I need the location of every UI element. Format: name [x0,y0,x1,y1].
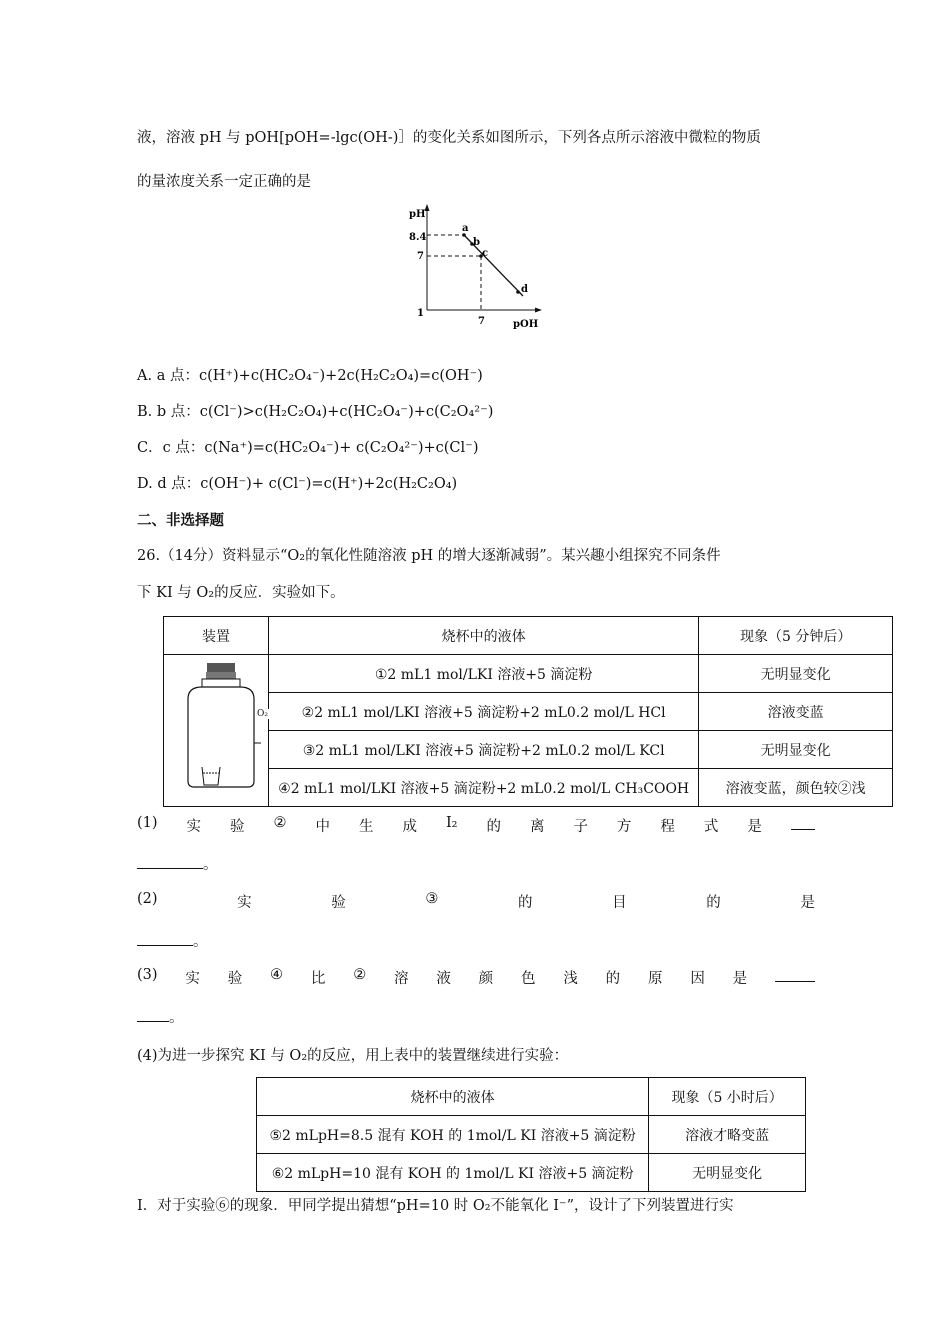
sub-q3-char: 的 [605,971,621,987]
t1-row1-liquid: ①2 mL1 mol/LKI 溶液+5 滴淀粉 [268,655,698,693]
beaker [202,767,220,785]
sub-q2-char: (2) [137,891,158,907]
origin-label: 1 [417,308,424,319]
q26-line-1: 26.（14分）资料显示“O₂的氧化性随溶液 pH 的增大逐渐减弱”。某兴趣小组探究不同条件 [137,548,721,564]
t1-header-apparatus: 装置 [164,617,269,655]
option-c-prefix: C．c 点： [137,440,205,456]
sub-q3 [137,967,815,988]
sub-q3-char: 比 [310,971,326,987]
option-d-text: c(OH⁻)+ c(Cl⁻)=c(H⁺)+2c(H₂C₂O₄) [200,476,458,492]
x-tick-7: 7 [478,316,485,327]
t2-header-liquid: 烧杯中的液体 [257,1078,649,1116]
sub-q2-char: 的 [518,895,533,911]
section-heading: 二、非选择题 [137,513,224,529]
bottle-stopper [206,672,236,679]
intro-line-1: 液，溶液 pH 与 pOH[pOH=-lgc(OH-)］的变化关系如图所示，下列各点所示溶液中微粒的物质 [137,130,761,146]
sub-q1-char: 方 [616,819,632,835]
answer-blank-2[interactable] [137,931,193,946]
sub-q2 [137,891,815,912]
label-a: a [462,223,469,234]
sub-q1-char: 式 [703,819,719,835]
sub-q3-char: ④ [270,967,284,983]
option-c-text: c(Na⁺)=c(HC₂O₄⁻)+ c(C₂O₄²⁻)+c(Cl⁻) [204,440,479,456]
sub-q3-char: (3) [137,967,158,983]
sub-q3-char: 溶 [394,971,409,987]
t1-row4-result: 溶液变蓝，颜色较②浅 [699,769,893,807]
y-tick-7: 7 [417,251,424,262]
t2-row1-liquid: ⑤2 mLpH=8.5 混有 KOH 的 1mol/L KI 溶液+5 滴淀粉 [257,1116,649,1154]
sub-q1-char: 离 [529,819,545,835]
q26-line-2: 下 KI 与 O₂的反应．实验如下。 [137,585,345,601]
sub-q1-char: I₂ [445,815,458,831]
o2-label: O₂ [257,709,268,719]
sub-q2-char: ③ [425,891,439,907]
t1-header-result: 现象（5 分钟后） [699,617,893,655]
apparatus-cell [164,655,269,807]
sub-q1-char: 生 [358,819,374,835]
sub-q3-char: 因 [690,971,705,987]
option-b-text: c(Cl⁻)>c(H₂C₂O₄)+c(HC₂O₄⁻)+c(C₂O₄²⁻) [199,404,494,420]
option-b-prefix: B. b 点： [137,404,200,420]
t1-row2-liquid: ②2 mL1 mol/LKI 溶液+5 滴淀粉+2 mL0.2 mol/L HCl [268,693,698,731]
sub-q3-char: 实 [185,971,200,987]
t1-row3-liquid: ③2 mL1 mol/LKI 溶液+5 滴淀粉+2 mL0.2 mol/L KCl [268,731,698,769]
sub-q3-char: ② [353,967,367,983]
experiment-table-1 [163,616,893,807]
sub-q3-cont [137,1006,184,1027]
sub-q1-char: 实 [186,819,202,835]
t2-row2-result: 无明显变化 [649,1154,806,1192]
t2-row2-liquid: ⑥2 mLpH=10 混有 KOH 的 1mol/L KI 溶液+5 滴淀粉 [257,1154,649,1192]
option-a-text: c(H⁺)+c(HC₂O₄⁻)+2c(H₂C₂O₄)=c(OH⁻) [198,368,483,384]
sub-q1-char: 中 [315,819,330,835]
sub-q1-char: 成 [402,819,417,835]
sub-q3-char: 原 [647,971,663,987]
point-d [516,290,520,294]
sub-q2-char: 验 [331,895,346,911]
sub-q3-char: 液 [436,971,451,987]
intro-line-2: 的量浓度关系一定正确的是 [137,174,311,190]
sub-q3-char: 颜 [478,971,494,987]
label-d: d [521,284,528,295]
label-b: b [473,237,480,248]
t2-header-result: 现象（5 小时后） [649,1078,806,1116]
sub-q1 [137,815,815,836]
t2-row1-result: 溶液才略变蓝 [649,1116,806,1154]
answer-blank-1a[interactable] [791,815,815,830]
sub-q1-end: 。 [203,857,218,873]
sub-q3-char: 验 [227,971,243,987]
x-axis-arrow [535,308,542,313]
sub-q3-char: 是 [732,971,748,987]
bottle-stopper-top [207,663,235,672]
sub-q3-char: 色 [521,971,536,987]
option-d [137,472,457,493]
sub-q2-char: 是 [800,895,815,911]
sub-q4: (4)为进一步探究 KI 与 O₂的反应，用上表中的装置继续进行实验： [137,1048,569,1064]
experiment-table-2 [256,1077,806,1192]
bottle-neck [202,679,240,687]
answer-blank-3b[interactable] [137,1007,169,1022]
sub-q1-char: 程 [660,819,675,835]
option-a-prefix: A. a 点： [137,368,199,384]
x-axis-label: pOH [513,319,539,330]
t1-row2-result: 溶液变蓝 [699,693,893,731]
y-axis-label: pH [409,209,426,220]
ph-poh-graph [400,200,550,335]
sub-q2-char: 目 [612,895,627,911]
option-d-prefix: D. d 点： [137,476,201,492]
bottle-body [188,687,254,787]
sub-q2-char: 实 [237,895,252,911]
t1-header-liquid: 烧杯中的液体 [268,617,698,655]
option-b [137,400,493,421]
sub-q1-char: 子 [573,819,588,835]
sub-q1-char: 的 [486,819,501,835]
sub-q1-char: 验 [230,819,245,835]
t1-row1-result: 无明显变化 [699,655,893,693]
last-line: I．对于实验⑥的现象．甲同学提出猜想“pH=10 时 O₂不能氧化 I⁻”，设计了下列装置进行实 [137,1198,734,1214]
t1-row4-liquid: ④2 mL1 mol/LKI 溶液+5 滴淀粉+2 mL0.2 mol/L CH₃COOH [268,769,698,807]
option-a [137,364,483,385]
answer-blank-3a[interactable] [775,967,815,982]
sub-q1-char: ② [273,815,287,831]
t1-row3-result: 无明显变化 [699,731,893,769]
bottle-apparatus-image [166,659,266,799]
sub-q1-char: (1) [137,815,158,831]
sub-q1-char: 是 [747,819,762,835]
label-c: c [482,248,489,259]
sub-q3-end: 。 [169,1010,184,1026]
answer-blank-1b[interactable] [137,854,203,869]
y-tick-8-4: 8.4 [409,232,427,243]
sub-q2-end: 。 [193,934,208,950]
sub-q3-char: 浅 [563,971,578,987]
sub-q2-cont [137,930,208,951]
sub-q1-cont [137,853,218,874]
sub-q2-char: 的 [706,895,721,911]
option-c [137,436,478,457]
